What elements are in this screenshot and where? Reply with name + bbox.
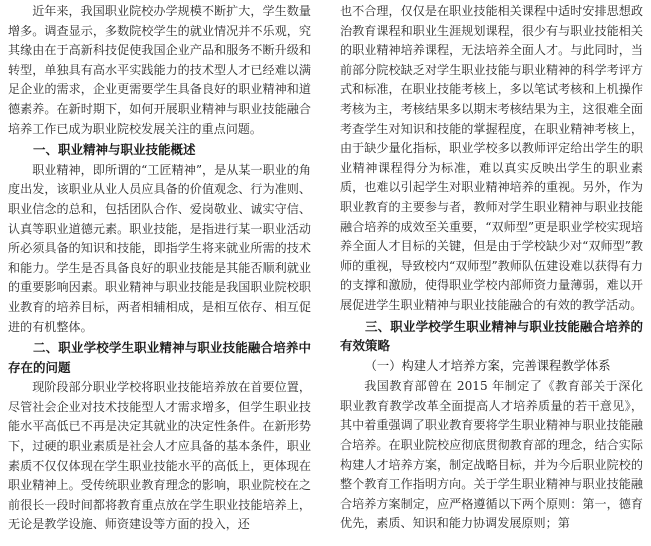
- section-1-paragraph: 职业精神，即所谓的“工匠精神”，是从某一职业的角度出发，该职业从业人员应具备的价值观念、行为准则、职业信念的总和，包括团队合作、爱岗敬业、诚实守信、认真等职业道德元素。职业技能，是指进行某一职业活动所必须具备的知识和技能，即指学生将来就业所需的技术和能力。学生是否具备良好的职业技能是其能否顺利就业的重要影响因素。职业精神与职业技能是我国职业院校职业教育的培养目标，两者相辅相成，是相互依存、相互促进的有机整体。: [8, 162, 311, 334]
- left-column: [8, 2, 311, 546]
- section-2-paragraph: 现阶段部分职业学校将职业技能培养放在首要位置，尽管社会企业对技术技能型人才需求增多，但学生职业技能水平高低已不再是决定其就业的决定性条件。在新形势下，过硬的职业素质是社会人才应具备的基本条件，职业素质不仅仅体现在学生职业技能水平的高低上，更体现在职业精神上。受传统职业教育理念的影响，职业院校在之前很长一段时间都将教育重点放在学生职业技能培养上，无论是教学设施、师资建设等方面的投入，还: [8, 380, 311, 532]
- subsection-heading-3-1: （一）构建人才培养方案，完善课程教学体系: [364, 358, 611, 373]
- section-heading-3: 三、职业学校学生职业精神与职业技能融合培养的有效策略: [340, 318, 643, 354]
- intro-paragraph: 近年来，我国职业院校办学规模不断扩大，学生数量增多。调查显示，多数院校学生的就业情况并不乐观，究其缘由在于高新科技促使我国企业产品和服务不断升级和转型，单独具有高水平实践能力的技术型人才已经难以满足企业的需求，企业更需要学生具备良好的职业精神和道德素养。在新时期下，如何开展职业精神与职业技能融合培养工作已成为职业院校发展关注的重点问题。: [8, 4, 311, 136]
- subsection-3-1-paragraph: 我国教育部曾在 2015 年制定了《教育部关于深化职业教育教学改革全面提高人才培养质量的若干意见》，其中着重强调了职业教育要将学生职业精神与职业技能融合培养。在职业院校应彻底贯彻教育部的理念，结合实际构建人才培养方案，制定战略目标，并为今后职业院校的整个教育工作指明方向。关于学生职业精神与职业技能融合培养方案制定，应严格遵循以下两个原则：第一，德育优先，素质、知识和能力协调发展原则；第: [340, 379, 643, 531]
- section-heading-1: 一、职业精神与职业技能概述: [33, 142, 196, 158]
- right-column: [340, 2, 643, 546]
- section-heading-2: 二、职业学校学生职业精神与职业技能融合培养中存在的问题: [8, 340, 311, 375]
- section-2-continued-paragraph: 也不合理，仅仅是在职业技能相关课程中适时安排思想政治教育课程和职业生涯规划课程，很少有与职业技能相关的职业精神培养课程，无法培养全面人才。与此同时，当前部分院校缺乏对学生职业技能与职业精神的科学考评方式和标准，在职业技能考核上，多以笔试考核和上机操作考核为主，考核结果多以期末考核结果为主，这很难全面考查学生对知识和技能的掌握程度，在职业精神考核上，由于缺少量化指标，职业学校多以教师评定给出学生的职业精神课程得分为标准，难以真实反映出学生的职业素质，也难以引起学生对职业精神培养的重视。另外，作为职业教育的主要参与者，教师对学生职业精神与职业技能融合培养的成效至关重要，“双师型”更是职业学校实现培养全面人才目标的关键，但是由于学校缺少对“双师型”教师的重视，导致校内“双师型”教师队伍建设难以获得有力的支撑和激励，使得职业学校内部师资力量薄弱，难以开展促进学生职业精神与职业技能融合的有效的教学活动。: [340, 4, 643, 312]
